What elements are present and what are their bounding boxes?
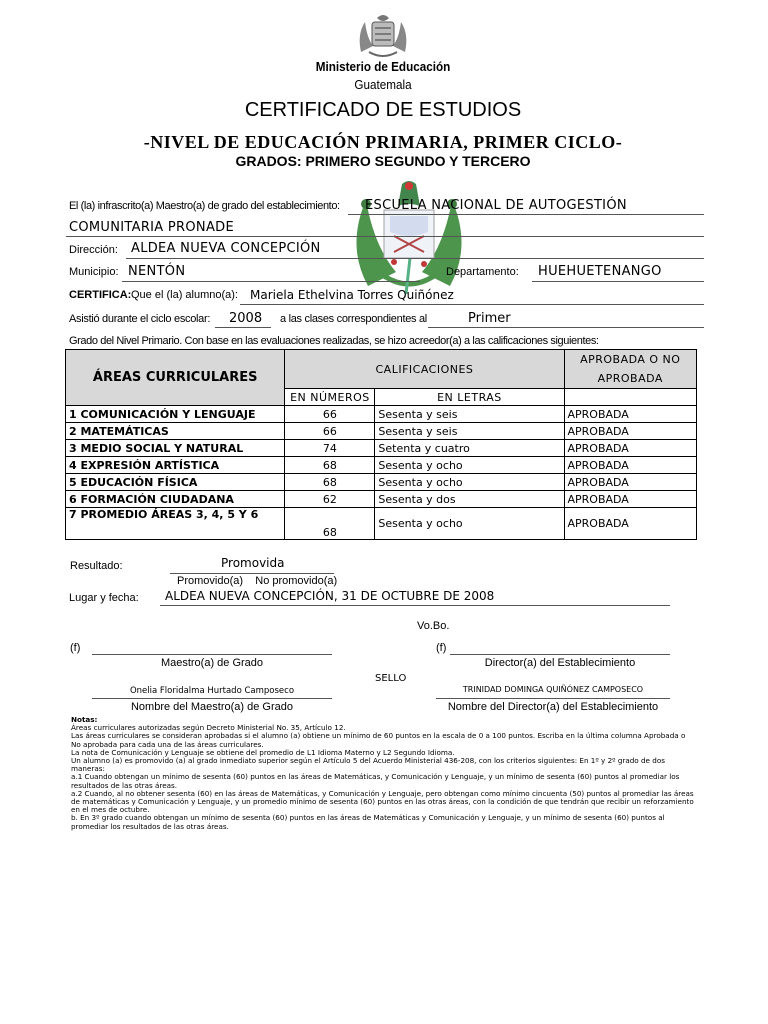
grade-number: 66 bbox=[285, 423, 375, 440]
place-date-underline bbox=[160, 605, 670, 606]
area-name: 3 MEDIO SOCIAL Y NATURAL bbox=[66, 440, 285, 457]
approved-header bbox=[564, 350, 697, 389]
teacher-signature-line bbox=[92, 654, 332, 655]
note-line: Áreas curriculares autorizadas según Decreto Ministerial No. 35, Artículo 12. bbox=[71, 723, 346, 733]
result-underline bbox=[170, 573, 334, 574]
approved-header-line2: APROBADA bbox=[597, 372, 663, 385]
note-line: a.1 Cuando obtengan un mínimo de sesenta (60) puntos en las áreas de Matemáticas, y Comunicación y Lenguaje, y un mínimo de sesenta (60) puntos al promediar los resultados de las otras áreas. bbox=[71, 772, 680, 790]
director-name-underline bbox=[436, 698, 670, 699]
note-line: b. En 3º grado cuando obtengan un mínimo de sesenta (60) puntos en las áreas de Matemáticas y Comunicación y Lenguaje, y un mínimo de sesenta (60) puntos al promediar los resultados de las otras áreas. bbox=[71, 813, 665, 831]
emblem-watermark bbox=[344, 176, 474, 302]
coat-of-arms-logo bbox=[355, 12, 411, 60]
ministry-name: Ministerio de Educación bbox=[315, 59, 451, 74]
grade-number: 62 bbox=[285, 491, 375, 508]
student-name: Mariela Ethelvina Torres Quiñónez bbox=[250, 288, 454, 302]
area-name: 7 PROMEDIO ÁREAS 3, 4, 5 Y 6 bbox=[66, 508, 285, 540]
grade-number: 68 bbox=[285, 508, 375, 540]
grade-letters: Sesenta y dos bbox=[375, 491, 564, 508]
grade-result: APROBADA bbox=[564, 474, 697, 491]
grade-letters: Sesenta y ocho bbox=[375, 508, 564, 540]
department-value: HUEHUETENANGO bbox=[538, 264, 662, 279]
grade-letters: Sesenta y seis bbox=[375, 406, 564, 423]
grade-letters: Sesenta y ocho bbox=[375, 474, 564, 491]
country-name: Guatemala bbox=[354, 77, 412, 92]
director-signature-line bbox=[450, 654, 670, 655]
f-right-label: (f) bbox=[436, 642, 447, 654]
grade-line-text: Grado del Nivel Primario. Con base en las evaluaciones realizadas, se hizo acreedor(a) a las calificaciones siguientes: bbox=[69, 335, 599, 347]
attended-label: Asistió durante el ciclo escolar: bbox=[69, 313, 211, 325]
teacher-name-caption: Nombre del Maestro(a) de Grado bbox=[130, 701, 293, 713]
notes-section bbox=[71, 716, 695, 831]
school-name-line2: COMUNITARIA PRONADE bbox=[69, 220, 234, 235]
grade-result: APROBADA bbox=[564, 491, 697, 508]
note-line: La nota de Comunicación y Lenguaje se obtiene del promedio de L1 Idioma Materno y L2 Segundo Idioma. bbox=[71, 747, 455, 757]
classes-label: a las clases correspondientes al bbox=[280, 313, 427, 325]
grade-underline bbox=[428, 327, 704, 328]
approved-header-line1: APROBADA O NO bbox=[580, 353, 681, 366]
school-year: 2008 bbox=[229, 311, 263, 326]
table-row bbox=[66, 406, 697, 423]
grades-table bbox=[65, 349, 697, 540]
grade-number: 74 bbox=[285, 440, 375, 457]
table-row bbox=[66, 440, 697, 457]
area-name: 5 EDUCACIÓN FÍSICA bbox=[66, 474, 285, 491]
municipality-value: NENTÓN bbox=[128, 264, 186, 279]
note-line: Un alumno (a) es promovido (a) al grado inmediato superior según el Artículo 5 del Acuerdo Ministerial 436-208, con los criterios siguientes: En 1º y 2º grado de dos maneras: bbox=[71, 756, 665, 774]
grade-result: APROBADA bbox=[564, 423, 697, 440]
school-underline-1 bbox=[348, 214, 704, 215]
place-date-value: ALDEA NUEVA CONCEPCIÓN, 31 DE OCTUBRE DE 2008 bbox=[165, 589, 495, 603]
school-underline-2 bbox=[66, 236, 704, 237]
grade-letters: Setenta y cuatro bbox=[375, 440, 564, 457]
result-label: Resultado: bbox=[70, 560, 123, 572]
table-row bbox=[66, 457, 697, 474]
grade-result: APROBADA bbox=[564, 406, 697, 423]
year-underline bbox=[215, 327, 271, 328]
grade-number: 68 bbox=[285, 474, 375, 491]
student-label: Que el (la) alumno(a): bbox=[131, 289, 238, 301]
areas-header: ÁREAS CURRICULARES bbox=[66, 350, 285, 406]
grade-letters: Sesenta y seis bbox=[375, 423, 564, 440]
director-name: TRINIDAD DOMINGA QUIÑÓNEZ CAMPOSECO bbox=[462, 685, 644, 694]
grade-result: APROBADA bbox=[564, 508, 697, 540]
table-row bbox=[66, 474, 697, 491]
intro-label: El (la) infrascrito(a) Maestro(a) de grado del establecimiento: bbox=[69, 200, 340, 212]
address-value: ALDEA NUEVA CONCEPCIÓN bbox=[131, 241, 321, 256]
notes-heading: Notas: bbox=[71, 715, 98, 724]
numbers-header: EN NÚMEROS bbox=[285, 389, 375, 406]
page-title: CERTIFICADO DE ESTUDIOS bbox=[244, 99, 522, 121]
table-row bbox=[66, 423, 697, 440]
result-value: Promovida bbox=[221, 556, 285, 570]
note-line: Las áreas curriculares se consideran aprobadas si el alumno (a) obtiene un mínimo de 60 puntos en la escala de 0 a 100 puntos. Escriba en la última columna Aprobada o No aprobada para cada una de las áreas curriculares. bbox=[71, 731, 686, 749]
school-name-line1: ESCUELA NACIONAL DE AUTOGESTIÓN bbox=[365, 198, 627, 213]
approved-subheader-blank bbox=[564, 389, 697, 406]
grades-header: CALIFICACIONES bbox=[285, 350, 564, 389]
place-date-label: Lugar y fecha: bbox=[69, 592, 139, 604]
director-name-caption: Nombre del Director(a) del Establecimiento bbox=[447, 701, 659, 713]
area-name: 6 FORMACIÓN CIUDADANA bbox=[66, 491, 285, 508]
area-name: 4 EXPRESIÓN ARTÍSTICA bbox=[66, 457, 285, 474]
grade-result: APROBADA bbox=[564, 440, 697, 457]
grades-title: GRADOS: PRIMERO SEGUNDO Y TERCERO bbox=[235, 153, 531, 169]
department-underline bbox=[532, 281, 704, 282]
certifies-label: CERTIFICA: bbox=[69, 289, 132, 301]
result-options: Promovido(a) No promovido(a) bbox=[177, 575, 338, 587]
letters-header: EN LETRAS bbox=[375, 389, 564, 406]
department-label: Departamento: bbox=[446, 266, 519, 278]
teacher-caption: Maestro(a) de Grado bbox=[160, 657, 264, 669]
director-caption: Director(a) del Establecimiento bbox=[484, 657, 636, 669]
teacher-name: Onelia Floridalma Hurtado Camposeco bbox=[129, 686, 295, 696]
note-line: a.2 Cuando, al no obtener sesenta (60) en las áreas de Matemáticas, y Comunicación y Lenguaje, pero obtengan como mínimo cincuenta (50) puntos al promediar las áreas de matemáticas y Comunicación y Lenguaje, y un promedio mínimo de sesenta (60) puntos en las otras áreas, con la condición de que tendrán que recibir un reforzamiento en el mes de octubre. bbox=[71, 788, 694, 815]
grade-number: 68 bbox=[285, 457, 375, 474]
grade-result: APROBADA bbox=[564, 457, 697, 474]
seal-label: SELLO bbox=[375, 673, 407, 684]
area-name: 2 MATEMÁTICAS bbox=[66, 423, 285, 440]
grade-number: 66 bbox=[285, 406, 375, 423]
municipality-label: Municipio: bbox=[69, 266, 119, 278]
student-underline bbox=[240, 304, 704, 305]
address-label: Dirección: bbox=[69, 244, 118, 256]
teacher-name-underline bbox=[92, 698, 332, 699]
table-row bbox=[66, 508, 697, 540]
table-row bbox=[66, 491, 697, 508]
municipality-underline bbox=[122, 281, 420, 282]
area-name: 1 COMUNICACIÓN Y LENGUAJE bbox=[66, 406, 285, 423]
grade-value: Primer bbox=[468, 311, 511, 326]
f-left-label: (f) bbox=[70, 642, 81, 654]
address-underline bbox=[126, 258, 704, 259]
vobo-label: Vo.Bo. bbox=[417, 620, 450, 632]
level-title: -NIVEL DE EDUCACIÓN PRIMARIA, PRIMER CICLO- bbox=[143, 132, 623, 152]
grade-letters: Sesenta y ocho bbox=[375, 457, 564, 474]
